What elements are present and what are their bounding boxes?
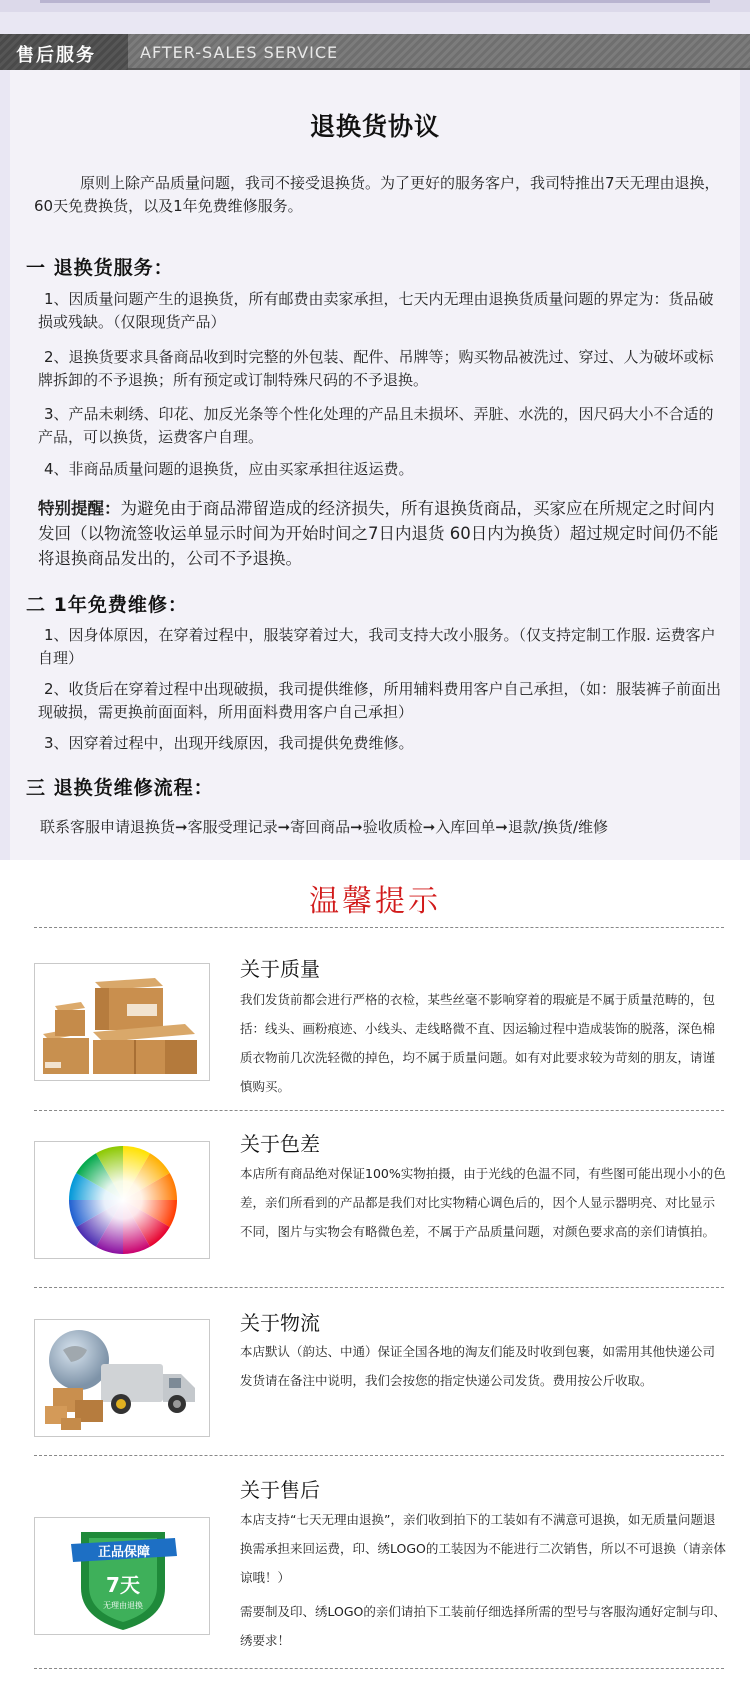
- special-notice-label: 特别提醒：: [38, 499, 121, 518]
- color-wheel-icon: [34, 1141, 210, 1259]
- tip-logistics-text: 本店默认（韵达、中通）保证全国各地的淘友们能及时收到包裹，如需用其他快递公司发货请在备注中说明，我们会按您的指定快递公司发货。费用按公斤收取。: [240, 1344, 716, 1388]
- return-item-4: 4、非商品质量问题的退换货，应由买家承担往返运费。: [44, 460, 414, 478]
- header-en-label: AFTER-SALES SERVICE: [140, 43, 339, 62]
- cardboard-boxes-icon: [34, 963, 210, 1081]
- return-item-1: 1、因质量问题产生的退换货，所有邮费由卖家承担，七天内无理由退换货质量问题的界定为：货品破损或残缺。（仅限现货产品）: [38, 290, 714, 331]
- header-cn-label: 售后服务: [16, 45, 96, 66]
- tip-aftersales-title: 关于售后: [240, 1478, 320, 1502]
- return-item-3: 3、产品未刺绣、印花、加反光条等个性化处理的产品且未损坏、弄脏、水洗的，因尺码大小不合适的产品，可以换货，运费客户自理。: [38, 405, 714, 446]
- special-notice-text: 为避免由于商品滞留造成的经济损失，所有退换货商品，买家应在所规定之时间内发回（以物流签收运单显示时间为开始时间之7日内退货 60日内为换货）超过规定时间仍不能将退换商品发出的，公司不予退换。: [38, 499, 719, 568]
- repair-item-1: 1、因身体原因，在穿着过程中，服装穿着过大，我司支持大改小服务。（仅支持定制工作服. 运费客户自理）: [38, 626, 716, 667]
- tip-color-title: 关于色差: [240, 1132, 320, 1156]
- badge-sub-text: 无理由退换: [103, 1601, 143, 1610]
- divider: [34, 927, 724, 928]
- tip-aftersales-text-2: 需要制及印、绣LOGO的亲们请拍下工装前仔细选择所需的型号与客服沟通好定制与印、绣要求！: [240, 1604, 726, 1648]
- top-strip: [0, 0, 750, 12]
- agreement-intro: 原则上除产品质量问题，我司不接受退换货。为了更好的服务客户，我司特推出7天无理由退换，60天免费换货，以及1年免费维修服务。: [34, 174, 720, 215]
- section-return-service-title: 一 退换货服务：: [26, 257, 174, 279]
- tips-title: 温馨提示: [309, 884, 441, 919]
- divider: [34, 1455, 724, 1456]
- special-notice: [38, 496, 726, 571]
- agreement-title: 退换货协议: [309, 112, 440, 141]
- divider: [34, 1110, 724, 1111]
- guarantee-shield-icon: [34, 1517, 210, 1635]
- repair-item-2: 2、收货后在穿着过程中出现破损，我司提供维修，所用辅料费用客户自己承担，（如：服装裤子前面出现破损，需更换前面面料，所用面料费用客户自己承担）: [38, 680, 722, 721]
- section-repair-title: 二 1年免费维修：: [26, 594, 188, 616]
- divider: [34, 1287, 724, 1288]
- delivery-truck-icon: [34, 1319, 210, 1437]
- tip-aftersales-text: 本店支持“七天无理由退换”，亲们收到拍下的工装如有不满意可退换，如无质量问题退换需承担来回运费，印、绣LOGO的工装因为不能进行二次销售，所以不可退换（请亲体谅哦！）: [240, 1512, 726, 1585]
- return-item-2: 2、退换货要求具备商品收到时完整的外包装、配件、吊牌等；购买物品被洗过、穿过、人为破坏或标牌拆卸的不予退换；所有预定或订制特殊尺码的不予退换。: [38, 348, 714, 389]
- section-process-title: 三 退换货维修流程：: [26, 777, 214, 799]
- tip-quality-text: 我们发货前都会进行严格的衣检，某些丝毫不影响穿着的瑕疵是不属于质量范畴的，包括：线头、画粉痕迹、小线头、走线略微不直、因运输过程中造成装饰的脱落，深色棉质衣物前几次洗轻微的掉色，均不属于质量问题。如有对此要求较为苛刻的朋友，请谨慎购买。: [240, 992, 716, 1094]
- tip-color-text: 本店所有商品绝对保证100%实物拍摄，由于光线的色温不同，有些图可能出现小小的色差，亲们所看到的产品都是我们对比实物精心调色后的，因个人显示器明亮、对比显示不同，图片与实物会有略微色差，不属于产品质量问题，对颜色要求高的亲们请慎拍。: [240, 1166, 726, 1239]
- badge-days-text: 7天: [106, 1573, 140, 1597]
- badge-top-text: 正品保障: [97, 1545, 151, 1560]
- divider: [34, 1668, 724, 1669]
- process-flow: 联系客服申请退换货➞客服受理记录➞寄回商品➞验收质检➞入库回单➞退款/换货/维修: [40, 818, 608, 836]
- repair-item-3: 3、因穿着过程中，出现开线原因，我司提供免费维修。: [44, 734, 414, 752]
- tip-logistics-title: 关于物流: [240, 1311, 320, 1335]
- header-cn-box: [0, 34, 128, 70]
- after-sales-header: [0, 34, 750, 70]
- tip-quality-title: 关于质量: [240, 957, 320, 981]
